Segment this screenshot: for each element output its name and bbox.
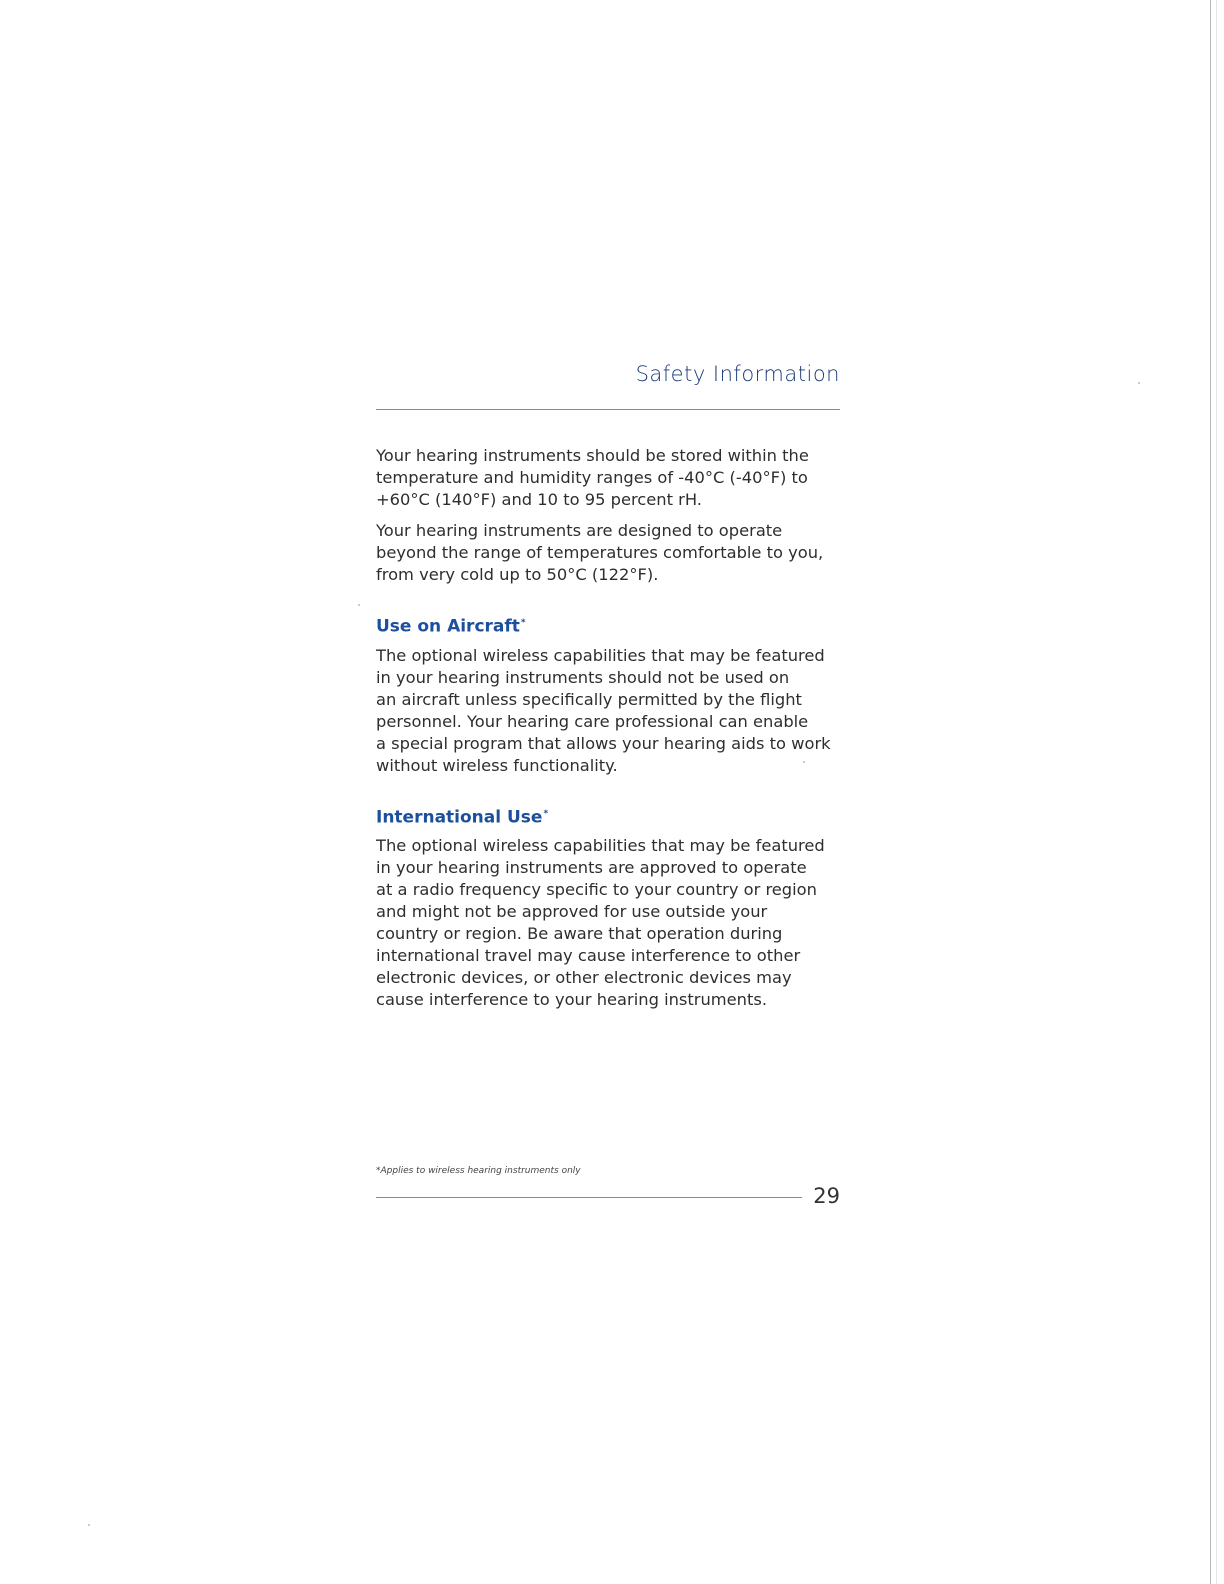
section-heading-international xyxy=(376,803,846,829)
scan-speck xyxy=(1138,382,1140,384)
footer-divider xyxy=(376,1197,802,1198)
storage-paragraph: Your hearing instruments should be stored within the temperature and humidity ranges of -40°C (-40°F) to +60°C (140°F) and 10 to 95 percent rH. xyxy=(376,446,809,509)
scan-speck xyxy=(358,604,360,606)
section-heading-aircraft-text: Use on Aircraft xyxy=(376,616,520,637)
footnote: *Applies to wireless hearing instruments only xyxy=(376,1166,581,1176)
page-edge-shadow xyxy=(1216,0,1217,1584)
page-title: Safety Information xyxy=(635,362,840,386)
page-number: 29 xyxy=(813,1184,840,1208)
header-divider xyxy=(376,409,840,410)
scan-speck xyxy=(803,761,805,763)
page-body xyxy=(376,445,846,1020)
footnote-marker: * xyxy=(543,808,549,819)
operating-temperature-paragraph: Your hearing instruments are designed to operate beyond the range of temperatures comfortable to you, from very cold up to 50°C (122°F). xyxy=(376,521,824,584)
section-heading-international-text: International Use xyxy=(376,807,543,828)
footnote-marker: * xyxy=(520,618,526,628)
section-heading-aircraft xyxy=(376,612,846,638)
international-paragraph: The optional wireless capabilities that may be featured in your hearing instruments are approved to operate at a radio frequency specific to your country or region and might not be approved for use outside your country or region. Be aware that operation during international travel may cause interference to other electronic devices, or other electronic devices may cause interference to your hearing instruments. xyxy=(376,836,825,1010)
scan-speck xyxy=(88,1524,90,1526)
aircraft-paragraph: The optional wireless capabilities that may be featured in your hearing instruments should not be used on an aircraft unless specifically permitted by the flight personnel. Your hearing care professional can enable a special program that allows your hearing aids to work without wireless functionality. xyxy=(376,645,831,775)
page-edge xyxy=(1210,0,1211,1584)
